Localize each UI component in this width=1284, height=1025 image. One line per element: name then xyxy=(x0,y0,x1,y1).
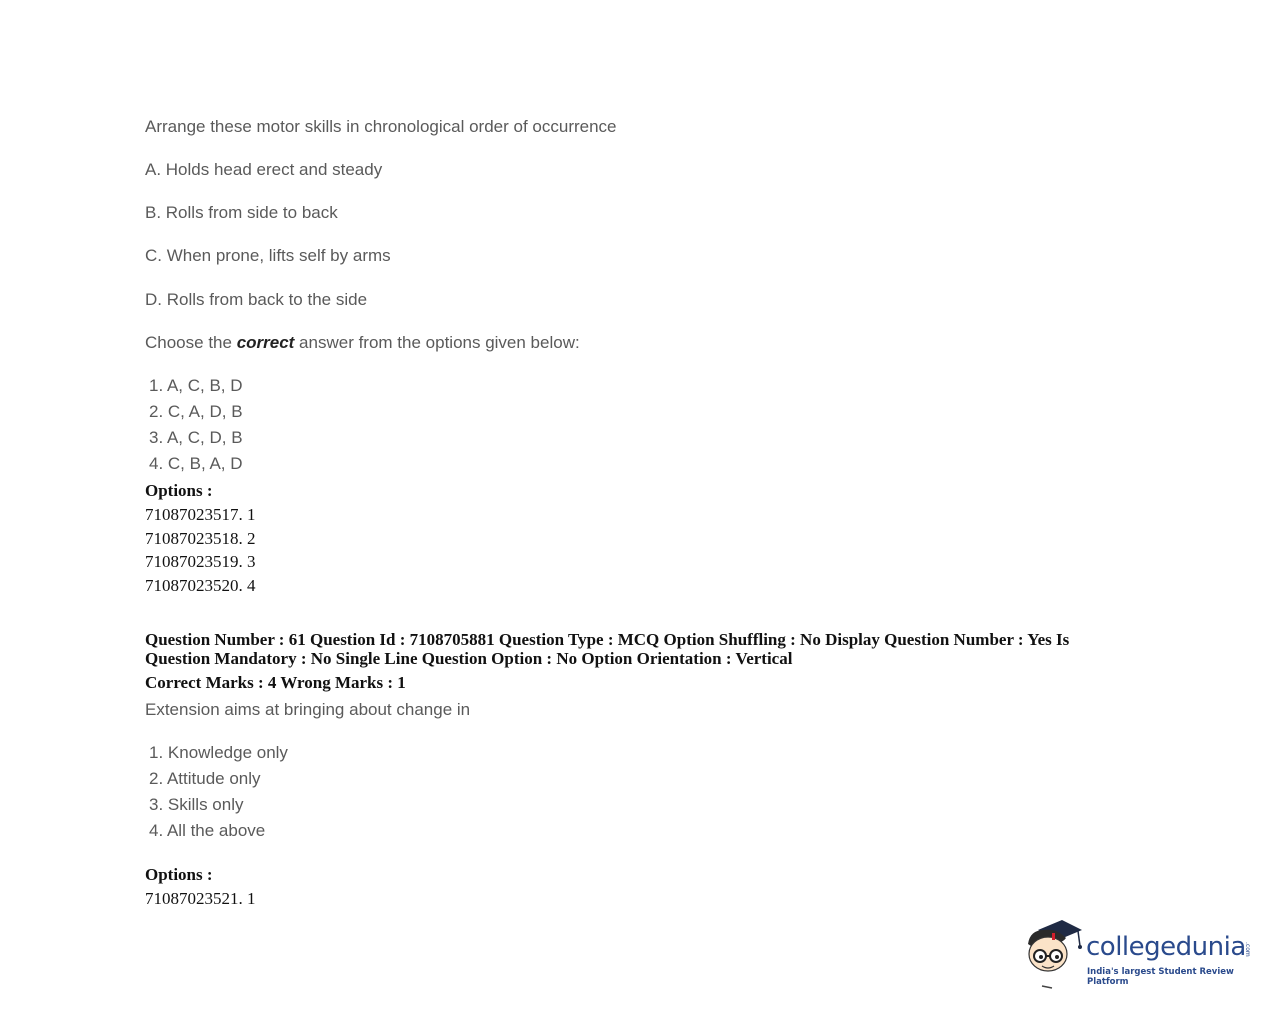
option-id: 71087023517. 1 xyxy=(145,505,256,524)
option-id: 71087023521. 1 xyxy=(145,889,256,908)
logo-tagline: India's largest Student Review Platform xyxy=(1087,967,1234,987)
question-meta-line2: Question Mandatory : No Single Line Question Option : No Option Orientation : Vertical xyxy=(145,649,793,668)
statement-b: B. Rolls from side to back xyxy=(145,203,338,222)
question-marks: Correct Marks : 4 Wrong Marks : 1 xyxy=(145,673,406,692)
student-mascot-icon xyxy=(1022,918,1084,990)
option-id: 71087023520. 4 xyxy=(145,576,256,595)
answer-choice: 2. C, A, D, B xyxy=(149,402,243,421)
answer-choice: 3. Skills only xyxy=(149,795,244,814)
statement-c: C. When prone, lifts self by arms xyxy=(145,246,391,265)
instruction-emphasis: correct xyxy=(236,333,295,352)
logo-suffix: .com xyxy=(1244,942,1251,957)
answer-choice: 3. A, C, D, B xyxy=(149,428,243,447)
instruction xyxy=(145,333,580,353)
options-label: Options : xyxy=(145,481,213,500)
logo-wordmark: collegedunia xyxy=(1086,932,1246,962)
answer-choice: 2. Attitude only xyxy=(149,769,261,788)
options-label: Options : xyxy=(145,865,213,884)
statement-a: A. Holds head erect and steady xyxy=(145,160,383,179)
answer-choice: 4. C, B, A, D xyxy=(149,454,243,473)
answer-choice: 4. All the above xyxy=(149,821,266,840)
option-id: 71087023519. 3 xyxy=(145,552,256,571)
answer-choice: 1. Knowledge only xyxy=(149,743,288,762)
statement-d: D. Rolls from back to the side xyxy=(145,290,368,309)
instruction-prefix: Choose the xyxy=(145,333,237,352)
answer-choice: 1. A, C, B, D xyxy=(149,376,243,395)
question-prompt: Extension aims at bringing about change in xyxy=(145,700,471,719)
question-prompt: Arrange these motor skills in chronological order of occurrence xyxy=(145,117,617,136)
collegedunia-logo xyxy=(1022,918,1262,992)
option-id: 71087023518. 2 xyxy=(145,529,256,548)
instruction-suffix: answer from the options given below: xyxy=(294,333,580,352)
question-meta-line1: Question Number : 61 Question Id : 7108705881 Question Type : MCQ Option Shuffling : No Display Question Number : Yes Is xyxy=(145,630,1070,649)
